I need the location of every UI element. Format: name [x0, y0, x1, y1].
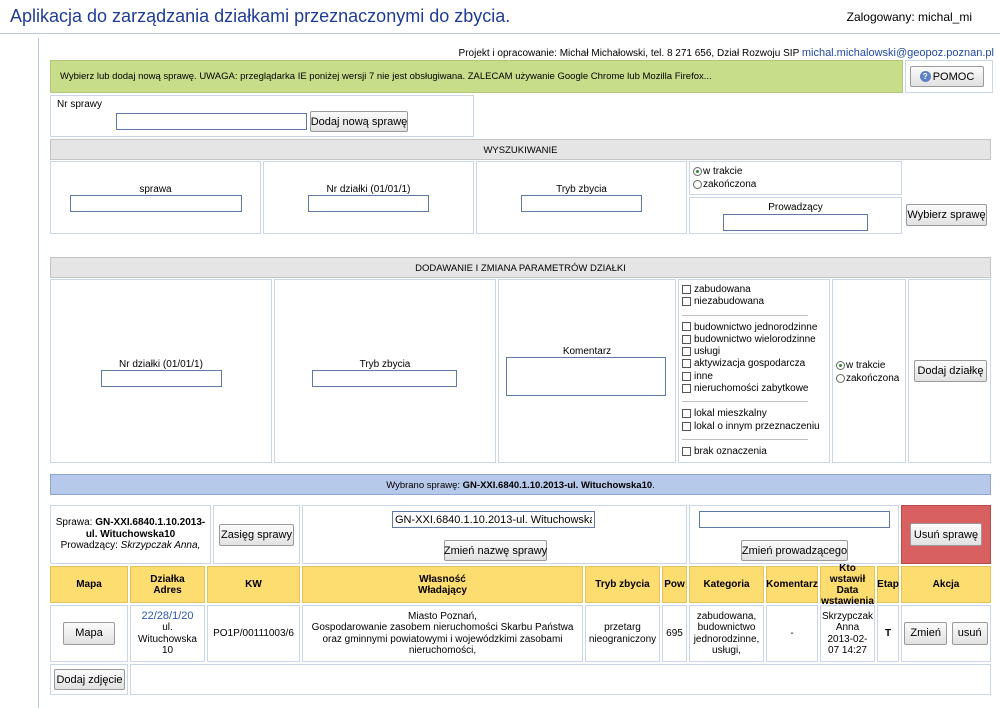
category-option-label: lokal o innym przeznaczeniu: [694, 420, 820, 432]
search-lead-input[interactable]: [723, 214, 868, 231]
col-map: Mapa: [50, 566, 128, 603]
row-cat-l4: usługi,: [712, 645, 741, 656]
case-info-label: Sprawa:: [55, 517, 96, 528]
case-info-name-2: ul. Wituchowska10: [85, 528, 176, 540]
parcel-mode-label: Tryb zbycia: [359, 359, 411, 370]
search-parcel-input[interactable]: [308, 195, 429, 212]
category-option-label: niezabudowana: [694, 296, 765, 308]
delete-parcel-button[interactable]: usuń: [952, 622, 988, 645]
row-mode-l1: przetarg: [604, 622, 641, 633]
checkbox-icon: [682, 359, 691, 368]
row-cat-l2: budownictwo: [697, 622, 756, 633]
selected-case-name: GN-XXI.6840.1.10.2013-ul. Wituchowska10: [462, 480, 653, 491]
select-case-button[interactable]: Wybierz sprawę: [906, 204, 987, 226]
help-button[interactable]: [910, 66, 984, 87]
row-owner-l3: oraz gminnymi powiatowymi i wojewódzkimi zasobami: [322, 633, 563, 645]
row-addr-l2: Wituchowska: [138, 633, 197, 645]
checkbox-icon: [682, 372, 691, 381]
case-info-lead-label: Prowadzący:: [60, 540, 121, 551]
row-mode-cell: [585, 605, 660, 662]
search-case-input[interactable]: [70, 195, 242, 212]
col-who-l2: Data: [836, 584, 859, 596]
radio-done-icon: [693, 180, 702, 189]
category-option[interactable]: [682, 446, 828, 458]
checkbox-icon: [682, 409, 691, 418]
radio-done-icon: [836, 374, 845, 383]
category-option-label: inne: [694, 370, 713, 382]
category-option[interactable]: [682, 421, 828, 433]
col-owner-l2: Władający: [418, 584, 467, 596]
category-divider: [682, 401, 808, 402]
selected-case-suffix: .: [652, 480, 655, 491]
row-who-l4: 07 14:27: [828, 645, 867, 656]
case-lead-input[interactable]: [699, 511, 890, 528]
row-action-cell: [901, 605, 991, 662]
category-option[interactable]: [682, 371, 828, 383]
parcel-status-active[interactable]: [836, 360, 885, 372]
row-who-l1: Skrzypczak: [821, 610, 874, 622]
rename-case-button[interactable]: Zmień nazwę sprawy: [444, 540, 547, 561]
col-area: Pow: [662, 566, 687, 603]
category-option-label: budownictwo jednorodzinne: [694, 321, 818, 333]
search-status-active-label: w trakcie: [703, 166, 743, 177]
row-owner-l1: Miasto Poznań,: [408, 610, 477, 622]
category-option[interactable]: [682, 284, 828, 296]
row-kw-cell: PO1P/00111003/6: [207, 605, 300, 662]
category-option[interactable]: [682, 358, 828, 370]
row-map-cell: [50, 605, 128, 662]
category-option[interactable]: [682, 408, 828, 420]
col-who-l1: Kto wstawił: [829, 562, 866, 585]
case-info-name-1: GN-XXI.6840.1.10.2013-: [95, 517, 206, 528]
row-owner-cell: [302, 605, 583, 662]
search-header: WYSZUKIWANIE: [50, 139, 991, 160]
checkbox-icon: [682, 447, 691, 456]
parcel-header: DODAWANIE I ZMIANA PARAMETRÓW DZIAŁKI: [50, 257, 991, 278]
app-title: Aplikacja do zarządzania działkami przeznaczonymi do zbycia.: [10, 6, 511, 26]
parcel-comment-label: Komentarz: [562, 346, 612, 357]
row-stage-cell: T: [877, 605, 899, 662]
row-cat-l3: jednorodzinne,: [693, 633, 760, 645]
radio-active-icon: [836, 361, 845, 370]
category-divider: [682, 315, 808, 316]
category-option-label: brak oznaczenia: [694, 445, 767, 457]
category-option[interactable]: [682, 383, 828, 395]
change-lead-button[interactable]: Zmień prowadzącego: [741, 540, 848, 561]
checkbox-icon: [682, 335, 691, 344]
category-option[interactable]: [682, 296, 828, 308]
search-status-active[interactable]: [693, 166, 742, 178]
case-name-input[interactable]: [392, 511, 595, 528]
checkbox-icon: [682, 285, 691, 294]
checkbox-icon: [682, 384, 691, 393]
parcel-number-input[interactable]: [101, 370, 222, 387]
checkbox-icon: [682, 422, 691, 431]
col-comment: Komentarz: [766, 566, 818, 603]
case-info-lead-name: Skrzypczak Anna,: [120, 540, 201, 551]
credit-text: Projekt i opracowanie: Michał Michałowski, tel. 8 271 656, Dział Rozwoju SIP: [458, 48, 800, 59]
search-status-done-label: zakończona: [703, 179, 757, 190]
col-owner-l1: Własność: [419, 573, 466, 585]
logged-in-user: Zalogowany: michal_mi: [846, 10, 972, 24]
row-comment-cell: -: [766, 605, 818, 662]
row-addr-l1: ul.: [162, 622, 173, 633]
col-parcel-l2: Adres: [153, 584, 182, 596]
parcel-number-link[interactable]: 22/28/1/20: [141, 609, 194, 622]
row-area-cell: 695: [662, 605, 687, 662]
col-owner: [302, 566, 583, 603]
col-parcel-l1: Działka: [150, 573, 185, 585]
row-owner-l2: Gospodarowanie zasobem nieruchomości Skarbu Państwa: [311, 622, 574, 633]
category-option-label: zabudowana: [694, 284, 751, 295]
category-option-label: aktywizacja gospodarcza: [694, 358, 806, 370]
credit-email-link[interactable]: michal.michalowski@geopoz.poznan.pl: [801, 47, 994, 59]
category-option[interactable]: [682, 334, 828, 346]
case-range-button[interactable]: Zasięg sprawy: [219, 524, 294, 546]
col-category: Kategoria: [689, 566, 764, 603]
change-parcel-button[interactable]: Zmień: [904, 622, 947, 645]
selected-case-bar: [50, 474, 991, 495]
category-option-label: nieruchomości zabytkowe: [694, 383, 809, 395]
add-parcel-button[interactable]: Dodaj działkę: [914, 360, 987, 382]
row-who-l3: 2013-02-: [827, 633, 868, 645]
category-option[interactable]: [682, 322, 828, 334]
case-info: [50, 517, 211, 552]
photo-area: [130, 664, 991, 695]
category-option-label: budownictwo wielorodzinne: [694, 333, 816, 345]
search-case-label: sprawa: [139, 184, 172, 195]
parcel-status-done-label: zakończona: [846, 373, 900, 384]
search-status-done[interactable]: [693, 179, 756, 191]
parcel-status-done[interactable]: [836, 373, 899, 385]
checkbox-icon: [682, 322, 691, 331]
radio-active-icon: [693, 167, 702, 176]
category-divider: [682, 439, 808, 440]
category-options: [682, 284, 828, 458]
parcel-comment-textarea[interactable]: [506, 357, 666, 396]
row-cat-l1: zabudowana,: [696, 610, 757, 622]
col-stage: Etap: [877, 566, 899, 603]
case-number-input[interactable]: [116, 113, 307, 130]
parcel-status-active-label: w trakcie: [846, 360, 886, 371]
row-who-cell: [820, 605, 875, 662]
checkbox-icon: [682, 297, 691, 306]
col-mode: Tryb zbycia: [585, 566, 660, 603]
col-who-l3: wstawienia: [821, 595, 874, 607]
col-who: [820, 562, 875, 607]
row-parcel-cell: [130, 605, 205, 662]
selected-case-prefix: Wybrano sprawę:: [386, 480, 463, 491]
map-button[interactable]: Mapa: [63, 622, 115, 645]
parcel-number-label: Nr działki (01/01/1): [119, 359, 203, 370]
row-category-cell: [689, 605, 764, 662]
delete-case-button[interactable]: Usuń sprawę: [910, 523, 982, 546]
category-option-label: lokal mieszkalny: [694, 408, 767, 420]
search-lead-label: Prowadzący: [768, 202, 823, 213]
notice-banner: Wybierz lub dodaj nową sprawę. UWAGA: przeglądarka IE poniżej wersji 7 nie jest obsługiwana. ZALECAM używanie Google Chrome lub Mozilla Firefox...: [50, 60, 903, 93]
add-photo-button[interactable]: Dodaj zdjęcie: [54, 669, 125, 690]
header-divider: [0, 33, 1000, 34]
search-parcel-label: Nr działki (01/01/1): [326, 184, 411, 195]
help-label: POMOC: [932, 70, 975, 83]
search-mode-input[interactable]: [521, 195, 642, 212]
case-number-label: Nr sprawy: [57, 99, 103, 110]
checkbox-icon: [682, 347, 691, 356]
category-option-label: usługi: [694, 346, 721, 358]
category-option[interactable]: [682, 346, 828, 358]
col-kw: KW: [207, 566, 300, 603]
left-divider: [38, 38, 39, 708]
parcel-mode-input[interactable]: [312, 370, 457, 387]
credits: [459, 47, 994, 59]
help-icon: ?: [920, 71, 931, 82]
row-who-l2: Anna: [835, 622, 860, 633]
row-addr-l3: 10: [161, 645, 174, 656]
col-parcel: [130, 566, 205, 603]
row-mode-l2: nieograniczony: [588, 633, 657, 645]
col-action: Akcja: [901, 566, 991, 603]
search-mode-label: Tryb zbycia: [556, 184, 607, 195]
row-owner-l4: nieruchomości,: [408, 645, 477, 656]
add-case-button[interactable]: Dodaj nową sprawę: [310, 111, 408, 132]
